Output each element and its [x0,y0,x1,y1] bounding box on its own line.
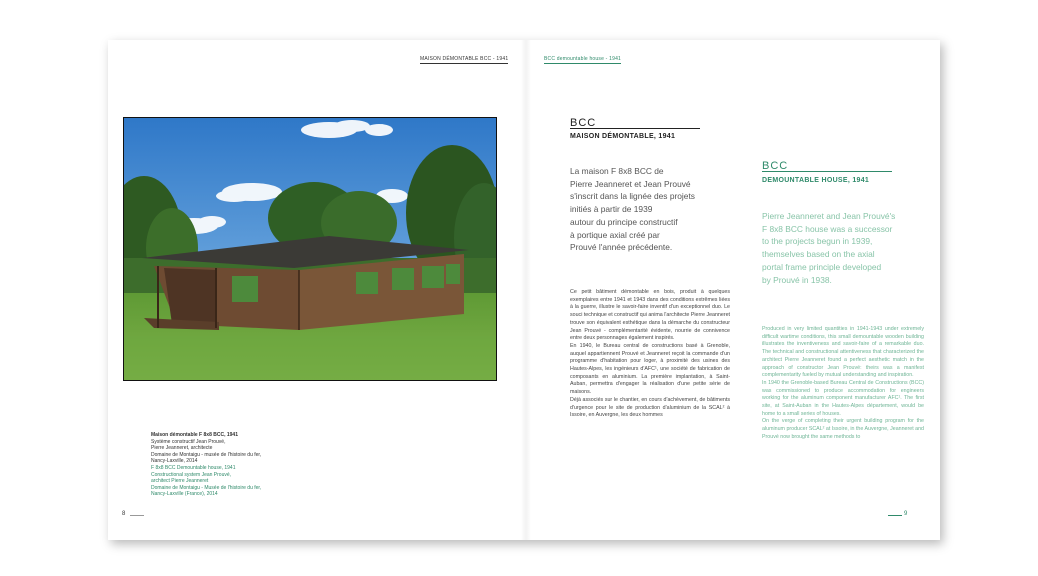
page-number-rule [130,515,144,516]
book-spread [108,40,940,540]
fr-title: BCC [570,117,597,129]
fr-title-rule [570,128,700,129]
caption-en [151,465,281,498]
caption-en-line: architect Pierre Jeanneret [151,478,209,485]
caption-fr-line: Pierre Jeanneret, architecte [151,445,213,452]
en-paragraph: Produced in very limited quantities in 1941-1943 under extremely difficult wartime conditions, this small demountable wooden building illustrates the inventiveness and savoir-faire of a remarkable duo. The technical and constructional attentiveness that characterized the architect Pierre Jeanneret found a perfect aesthetic match in the approach of constructor Jean Prouvé: theirs was a manifest complementarity fueled by mutual understanding and inspiration. [762,326,924,379]
caption-en-line: Domaine de Montaigu - Musée de l'histoire du fer, [151,484,262,491]
caption-en-line: Constructional system Jean Prouvé, [151,471,232,478]
en-body [762,326,924,442]
en-subtitle: DEMOUNTABLE HOUSE, 1941 [762,177,870,184]
en-title: BCC [762,160,789,172]
caption-en-line: Nancy-Laxville (France), 2014 [151,491,218,498]
caption-fr-line: Domaine de Montaigu - musée de l'histoire du fer, [151,451,262,458]
en-paragraph: In 1940 the Grenoble-based Bureau Central de Constructions (BCC) was commissioned to produce accommodation for engineers working for the aluminum component manufacturer AFC¹. The first site, at Saint-Auban in the Hautes-Alpes département, would be home to a small series of houses. [762,379,924,417]
fr-intro-line: autour du principe constructif [570,216,678,227]
page-number-rule [888,515,902,516]
fr-intro-line: initiés à partir de 1939 [570,204,653,215]
fr-subtitle: MAISON DÉMONTABLE, 1941 [570,133,676,140]
en-intro-line: Pierre Jeanneret and Jean Prouvé's [762,211,896,221]
page-number-left: 8 [122,511,126,517]
running-head-right: BCC demountable house - 1941 [544,56,622,62]
caption-fr-line: Système constructif Jean Prouvé, [151,438,226,445]
en-intro-line: by Prouvé in 1938. [762,274,832,285]
fr-intro-line: Prouvé l'année précédente. [570,242,673,253]
en-intro-line: portal frame principle developed [762,261,882,272]
caption-en-title: F 8x8 BCC Demountable house, 1941 [151,465,236,471]
page-number-right: 9 [904,511,908,517]
house-photo [123,117,497,381]
fr-intro-line: s'inscrit dans la lignée des projets [570,191,695,202]
running-head-left: MAISON DÉMONTABLE BCC - 1941 [420,56,509,62]
caption-fr-line: Nancy-Laxville, 2014 [151,458,198,465]
en-intro [762,210,912,286]
fr-paragraph: En 1940, le Bureau central de constructions basé à Grenoble, auquel appartiennent Prouvé et Jeanneret reçoit la commande d'un programme d'habitation pour loger, à proximité des usines des Hautes-Alpes, les ingénieurs d'AFC¹, une société de fabrication de composants en aluminium. La première implantation, à Saint-Auban, permettra d'engager la réalisation d'une petite série de maisons. [570,342,730,396]
en-intro-line: F 8x8 BCC house was a successor [762,223,893,234]
fr-intro-line: La maison F 8x8 BCC de [570,166,664,176]
fr-paragraph: Ce petit bâtiment démontable en bois, produit à quelques exemplaires entre 1941 et 1943 dans des conditions extrêmes liées à la guerre, illustre le savoir-faire inventif d'un exceptionnel duo. Le souci technique et constructif qui anima l'architecte Pierre Jeanneret trouve son équivalent esthétique dans la démarche du constructeur Jean Prouvé - complémentarité évidente, nourrie de connivence entre deux personnages également inspirés. [570,289,731,342]
caption-fr [151,432,281,465]
fr-intro-line: à portique axial créé par [570,229,660,240]
en-title-rule [762,171,892,172]
fr-body [570,289,730,420]
en-paragraph: On the verge of completing their urgent building program for the aluminum producer SCAL² at Issoire, in the Auvergne, Jeanneret and Prouvé now brought the same methods to [762,418,924,440]
book-gutter [521,40,531,540]
caption-fr-title: Maison démontable F 8x8 BCC, 1941 [151,432,238,438]
en-intro-line: to the projects begun in 1939, [762,236,873,247]
fr-intro-line: Pierre Jeanneret et Jean Prouvé [570,178,691,189]
fr-paragraph: Déjà associés sur le chantier, en cours d'achèvement, de bâtiments d'urgence pour le site de production d'aluminium de la SCAL² à Issoire, en Auvergne, les deux hommes [570,396,730,419]
en-intro-line: themselves based on the axial [762,249,875,260]
fr-intro [570,165,715,254]
